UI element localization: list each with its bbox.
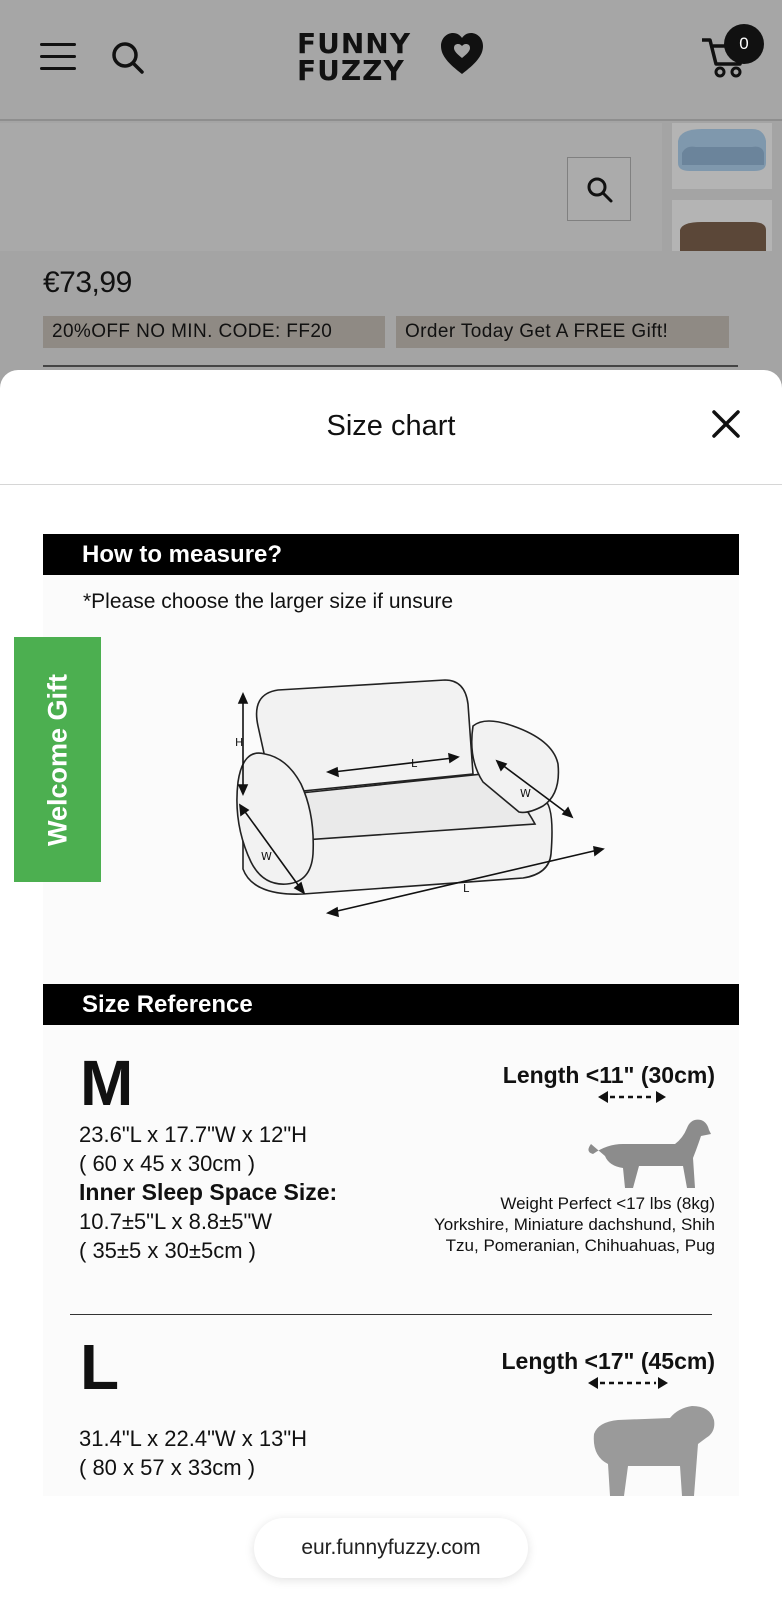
size-chart-modal: [0, 370, 782, 1600]
size-m-length-arrow-icon: [598, 1090, 666, 1104]
diagram-length-label-outer: L: [463, 882, 470, 895]
size-l-length-label: Length <17" (45cm): [501, 1348, 715, 1374]
size-divider: [70, 1314, 712, 1315]
size-m-weight-line-1: Weight Perfect <17 lbs (8kg): [500, 1194, 715, 1213]
product-thumbnail-brown[interactable]: [672, 200, 772, 251]
search-icon[interactable]: [110, 40, 146, 76]
size-m-outer-cm: ( 60 x 45 x 30cm ): [79, 1151, 256, 1176]
brand-logo[interactable]: [297, 27, 487, 87]
logo-heart-icon: [439, 32, 485, 76]
logo-line-1: FUNNY: [297, 27, 412, 60]
diagram-height-label: H: [235, 736, 244, 749]
zoom-button[interactable]: [567, 157, 631, 221]
modal-title: Size chart: [326, 410, 456, 442]
size-m-outer-in: 23.6"L x 17.7"W x 12"H: [79, 1122, 308, 1147]
size-m-weight-line-3: Tzu, Pomeranian, Chihuahuas, Pug: [445, 1236, 715, 1255]
hamburger-menu-icon[interactable]: [40, 43, 76, 71]
diagram-length-label-inner: L: [411, 757, 418, 770]
size-l-outer-in: 31.4"L x 22.4"W x 13"H: [79, 1426, 308, 1451]
size-m-specs: [79, 1120, 337, 1265]
size-m-weight-line-2: Yorkshire, Miniature dachshund, Shih: [434, 1215, 715, 1234]
zoom-icon: [586, 176, 614, 204]
logo-line-2: FUZZY: [297, 54, 405, 87]
product-thumbnail-blue[interactable]: [672, 123, 772, 189]
size-m-length-label: Length <11" (30cm): [502, 1062, 715, 1088]
size-m-letter: M: [80, 1047, 134, 1119]
product-image[interactable]: [0, 123, 662, 251]
size-m-weight-info: [355, 1193, 715, 1256]
product-price: €73,99: [43, 266, 132, 299]
size-l-length-arrow-icon: [588, 1376, 668, 1390]
sofa-measurement-diagram: [183, 664, 643, 954]
size-m-inner-in: 10.7±5"L x 8.8±5"W: [79, 1209, 273, 1234]
how-to-measure-heading: How to measure?: [43, 534, 739, 575]
size-note: *Please choose the larger size if unsure: [83, 590, 454, 613]
dachshund-icon: [583, 1114, 713, 1190]
welcome-gift-tab[interactable]: [14, 637, 101, 882]
promo-code-badge: 20%OFF NO MIN. CODE: FF20: [43, 316, 385, 348]
size-m-inner-cm: ( 35±5 x 30±5cm ): [79, 1238, 256, 1263]
size-l-letter: L: [80, 1331, 120, 1403]
diagram-width-label-outer: W: [261, 850, 272, 863]
size-l-outer-cm: ( 80 x 57 x 33cm ): [79, 1455, 256, 1480]
bulldog-icon: [588, 1404, 718, 1496]
divider: [43, 365, 738, 367]
free-gift-badge: Order Today Get A FREE Gift!: [396, 316, 729, 348]
welcome-gift-label: Welcome Gift: [42, 673, 72, 846]
cart-count-badge: 0: [724, 24, 764, 64]
site-header: [0, 0, 782, 121]
diagram-width-label-inner: W: [520, 787, 531, 800]
size-reference-heading: Size Reference: [43, 984, 739, 1025]
modal-header-divider: [0, 484, 782, 485]
browser-url-bar[interactable]: eur.funnyfuzzy.com: [254, 1518, 528, 1578]
close-icon[interactable]: [710, 408, 742, 440]
size-m-inner-label: Inner Sleep Space Size:: [79, 1179, 338, 1205]
size-l-specs: [79, 1424, 307, 1482]
size-chart-content: [43, 534, 739, 1496]
